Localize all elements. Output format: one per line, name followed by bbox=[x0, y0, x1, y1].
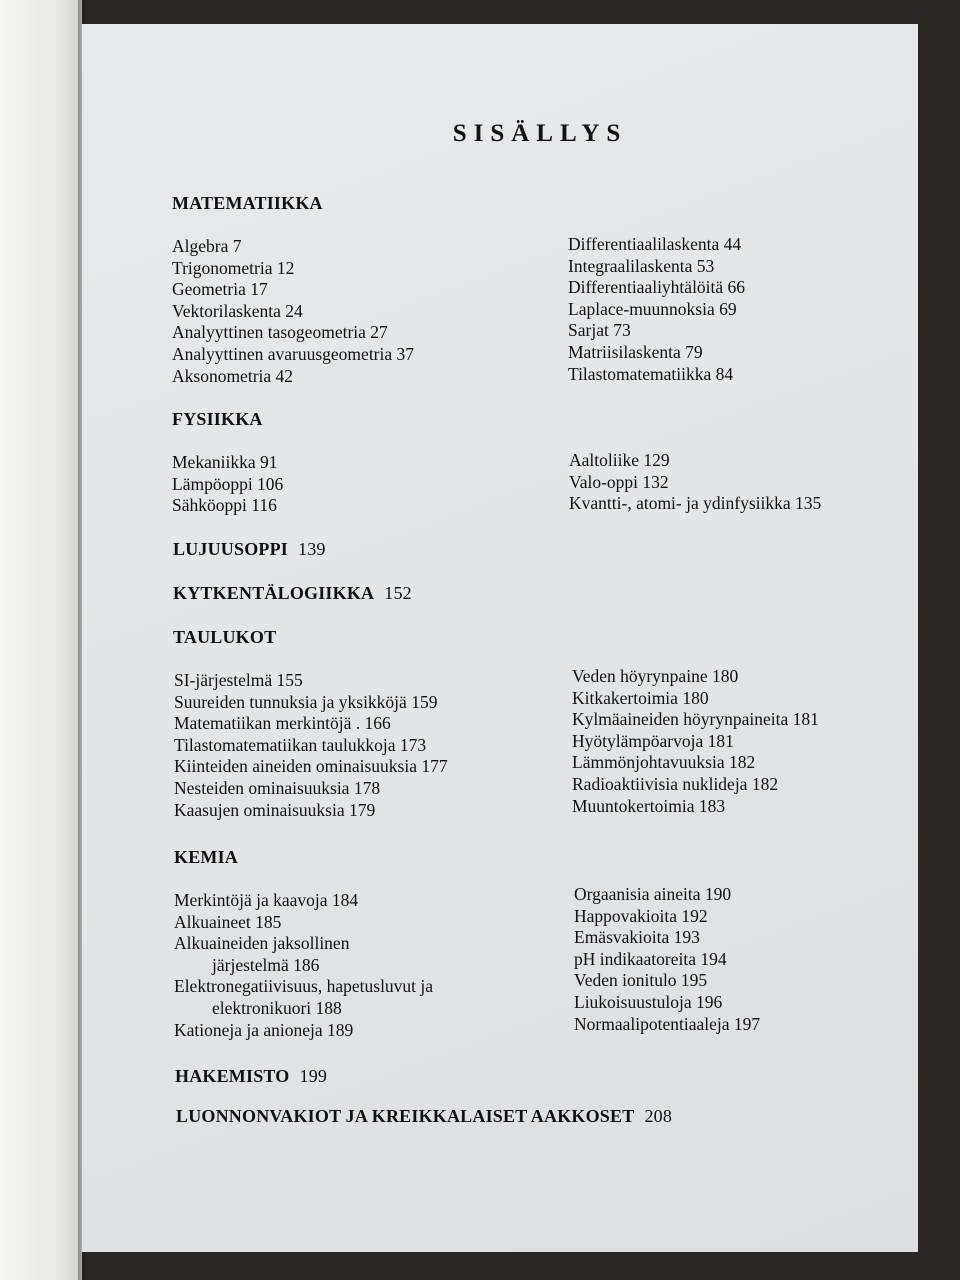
toc-entry: Emäsvakioita 193 bbox=[574, 927, 700, 948]
toc-entry: Kationeja ja anioneja 189 bbox=[174, 1019, 354, 1040]
toc-entry: Differentiaalilaskenta 44 bbox=[568, 234, 742, 254]
toc-entry: Kylmäaineiden höyrynpaineita 181 bbox=[572, 709, 819, 730]
toc-entry: Sähköoppi 116 bbox=[172, 495, 277, 516]
contents-page bbox=[82, 24, 918, 1252]
toc-entry: Analyyttinen tasogeometria 27 bbox=[172, 322, 388, 343]
toc-entry: Orgaanisia aineita 190 bbox=[574, 884, 732, 904]
toc-entry: Vektorilaskenta 24 bbox=[172, 300, 303, 321]
toc-entry: Radioaktiivisia nuklideja 182 bbox=[572, 773, 779, 794]
toc-entry: Matriisilaskenta 79 bbox=[568, 341, 703, 362]
matematiikka-left-column bbox=[172, 236, 414, 387]
toc-entry: Veden ionitulo 195 bbox=[574, 970, 708, 991]
toc-entry: Normaalipotentiaaleja 197 bbox=[574, 1013, 761, 1034]
toc-entry: Geometria 17 bbox=[172, 279, 268, 300]
toc-entry: Mekaniikka 91 bbox=[172, 452, 278, 472]
toc-entry: Merkintöjä ja kaavoja 184 bbox=[174, 890, 359, 910]
section-heading-kytkentalogiikka bbox=[173, 583, 412, 604]
heading-text: KEMIA bbox=[174, 847, 238, 867]
heading-text: KYTKENTÄLOGIIKKA bbox=[173, 583, 375, 603]
taulukot-right-column bbox=[572, 666, 819, 817]
heading-text: MATEMATIIKKA bbox=[172, 193, 323, 213]
toc-entry: Aaltoliike 129 bbox=[569, 450, 670, 470]
taulukot-left-column bbox=[174, 670, 448, 821]
page-number: 152 bbox=[384, 583, 412, 603]
toc-entry-continuation: elektronikuori 188 bbox=[212, 997, 342, 1018]
section-heading-fysiikka bbox=[172, 409, 263, 430]
toc-entry: Elektronegatiivisuus, hapetusluvut ja bbox=[174, 976, 434, 997]
facing-page-edge bbox=[0, 0, 82, 1280]
section-heading-matematiikka bbox=[172, 193, 323, 214]
section-heading-lujuusoppi bbox=[173, 539, 326, 560]
matematiikka-right-column bbox=[568, 234, 745, 385]
toc-entry: Integraalilaskenta 53 bbox=[568, 255, 715, 276]
fysiikka-left-column bbox=[172, 452, 283, 517]
section-heading-hakemisto bbox=[175, 1066, 327, 1087]
page-number: 208 bbox=[644, 1106, 673, 1126]
toc-entry: Kitkakertoimia 180 bbox=[572, 687, 709, 708]
toc-entry: Alkuaineet 185 bbox=[174, 911, 282, 932]
toc-entry: Suureiden tunnuksia ja yksikköjä 159 bbox=[174, 691, 438, 712]
section-heading-taulukot bbox=[173, 627, 276, 648]
toc-entry: SI-järjestelmä 155 bbox=[174, 670, 303, 690]
toc-entry: Differentiaaliyhtälöitä 66 bbox=[568, 277, 746, 298]
toc-entry: Kiinteiden aineiden ominaisuuksia 177 bbox=[174, 756, 448, 777]
toc-entry: Algebra 7 bbox=[172, 236, 242, 256]
toc-entry: Aksonometria 42 bbox=[172, 365, 294, 386]
page-number: 199 bbox=[299, 1066, 328, 1086]
toc-entry: Lämmönjohtavuuksia 182 bbox=[572, 752, 756, 773]
toc-entry: Tilastomatematiikka 84 bbox=[568, 363, 734, 384]
toc-entry: Kaasujen ominaisuuksia 179 bbox=[174, 799, 376, 820]
toc-entry: Hyötylämpöarvoja 181 bbox=[572, 730, 734, 751]
toc-entry: Tilastomatematiikan taulukkoja 173 bbox=[174, 734, 427, 755]
toc-entry: Lämpöoppi 106 bbox=[172, 473, 284, 494]
fysiikka-right-column bbox=[569, 450, 821, 515]
heading-text: FYSIIKKA bbox=[172, 409, 263, 429]
section-heading-kemia bbox=[174, 847, 238, 868]
toc-entry: Matematiikan merkintöjä . 166 bbox=[174, 713, 391, 734]
kemia-right-column bbox=[574, 884, 760, 1035]
heading-text: LUONNONVAKIOT JA KREIKKALAISET AAKKOSET bbox=[176, 1106, 635, 1126]
toc-entry: Happovakioita 192 bbox=[574, 905, 708, 926]
page-title: SISÄLLYS bbox=[452, 120, 628, 147]
toc-entry: Laplace-muunnoksia 69 bbox=[568, 298, 737, 319]
toc-entry: Liukoisuustuloja 196 bbox=[574, 991, 723, 1012]
toc-entry: Trigonometria 12 bbox=[172, 257, 295, 278]
kemia-left-column bbox=[174, 890, 433, 1041]
heading-text: TAULUKOT bbox=[173, 627, 277, 647]
toc-entry: Sarjat 73 bbox=[568, 320, 631, 341]
page-number: 139 bbox=[298, 539, 326, 559]
toc-entry: Kvantti-, atomi- ja ydinfysiikka 135 bbox=[569, 493, 822, 514]
toc-entry-continuation: järjestelmä 186 bbox=[212, 954, 320, 975]
heading-text: HAKEMISTO bbox=[175, 1066, 290, 1086]
heading-text: LUJUUSOPPI bbox=[173, 539, 289, 559]
section-heading-luonnonvakiot bbox=[176, 1106, 672, 1127]
toc-entry: Valo-oppi 132 bbox=[569, 471, 669, 492]
toc-entry: pH indikaatoreita 194 bbox=[574, 948, 727, 969]
toc-entry: Nesteiden ominaisuuksia 178 bbox=[174, 777, 381, 798]
toc-entry: Muuntokertoimia 183 bbox=[572, 795, 726, 816]
toc-entry: Veden höyrynpaine 180 bbox=[572, 666, 739, 686]
toc-entry: Analyyttinen avaruusgeometria 37 bbox=[172, 343, 415, 364]
toc-entry: Alkuaineiden jaksollinen bbox=[174, 933, 350, 954]
